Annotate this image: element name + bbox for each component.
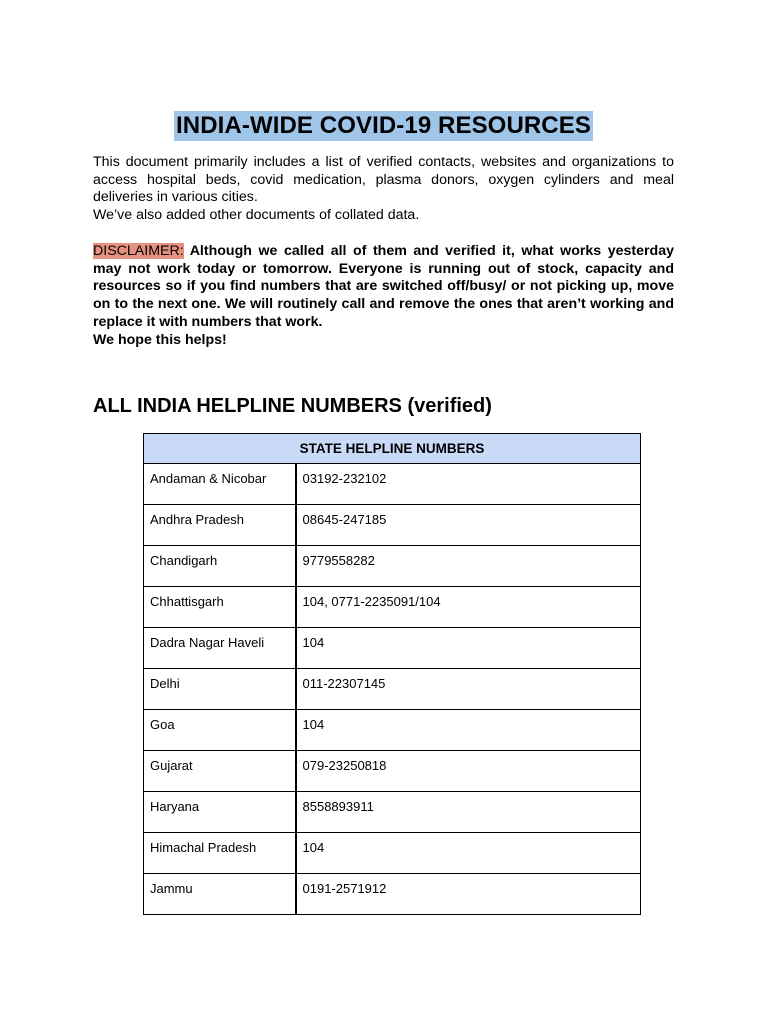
number-cell: 8558893911: [296, 792, 641, 833]
number-cell: 011-22307145: [296, 669, 641, 710]
table-header: STATE HELPLINE NUMBERS: [144, 434, 641, 464]
state-cell: Andaman & Nicobar: [144, 464, 296, 505]
intro-paragraph: This document primarily includes a list of verified contacts, websites and organizations to access hospital beds, covid medication, plasma donors, oxygen cylinders and meal deliveries in various cities.: [93, 154, 674, 206]
table-row: [144, 710, 641, 751]
number-cell: 104: [296, 833, 641, 874]
table-row: [144, 464, 641, 505]
table-row: [144, 833, 641, 874]
helpline-table: [143, 433, 641, 915]
number-cell: 104: [296, 710, 641, 751]
table-row: [144, 792, 641, 833]
title-container: [93, 111, 674, 141]
intro-note: We’ve also added other documents of collated data.: [93, 207, 420, 224]
state-cell: Jammu: [144, 874, 296, 915]
state-cell: Delhi: [144, 669, 296, 710]
state-cell: Himachal Pradesh: [144, 833, 296, 874]
number-cell: 104, 0771-2235091/104: [296, 587, 641, 628]
disclaimer-paragraph: [93, 243, 674, 332]
intro-section: [93, 154, 674, 225]
state-cell: Dadra Nagar Haveli: [144, 628, 296, 669]
state-cell: Chandigarh: [144, 546, 296, 587]
number-cell: 08645-247185: [296, 505, 641, 546]
number-cell: 104: [296, 628, 641, 669]
section-heading: ALL INDIA HELPLINE NUMBERS (verified): [93, 395, 492, 417]
disclaimer-text: Although we called all of them and verified it, what works yesterday may not work today or tomorrow. Everyone is running out of stock, capacity and resources so if you find numbers that are switched off/busy/ or not picking up, move on to the next one. We will routinely call and remove the ones that aren’t working and replace it with numbers that work.: [93, 243, 674, 330]
number-cell: 0191-2571912: [296, 874, 641, 915]
table-row: [144, 505, 641, 546]
state-cell: Chhattisgarh: [144, 587, 296, 628]
table-header-row: [144, 434, 641, 464]
table-row: [144, 751, 641, 792]
state-cell: Andhra Pradesh: [144, 505, 296, 546]
table-row: [144, 587, 641, 628]
document-title: INDIA-WIDE COVID-19 RESOURCES: [176, 112, 591, 139]
state-cell: Haryana: [144, 792, 296, 833]
table-row: [144, 874, 641, 915]
state-cell: Gujarat: [144, 751, 296, 792]
state-cell: Goa: [144, 710, 296, 751]
number-cell: 079-23250818: [296, 751, 641, 792]
disclaimer-section: [93, 243, 674, 349]
table-row: [144, 669, 641, 710]
disclaimer-label: DISCLAIMER:: [93, 243, 184, 259]
closing-line: We hope this helps!: [93, 331, 227, 348]
number-cell: 9779558282: [296, 546, 641, 587]
table-row: [144, 628, 641, 669]
number-cell: 03192-232102: [296, 464, 641, 505]
table-row: [144, 546, 641, 587]
